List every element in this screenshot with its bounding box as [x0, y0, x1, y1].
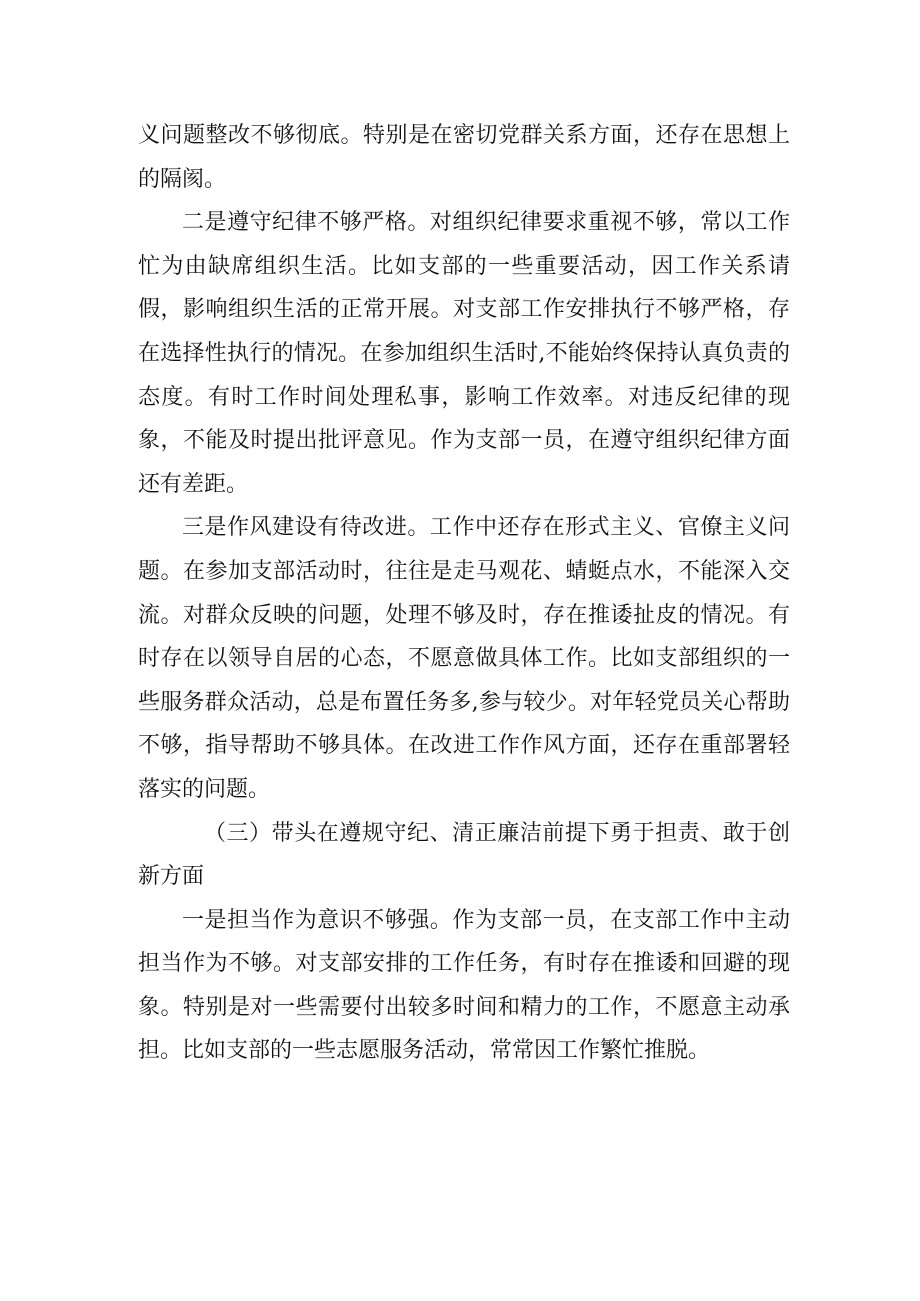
paragraph-discipline: 二是遵守纪律不够严格。对组织纪律要求重视不够，常以工作忙为由缺席组织生活。比如支部的一些重要活动，因工作关系请假，影响组织生活的正常开展。对支部工作安排执行不够严格，存在选择性执行的情况。在参加组织生活时,不能始终保持认真负责的态度。有时工作时间处理私事，影响工作效率。对违反纪律的现象，不能及时提出批评意见。作为支部一员，在遵守组织纪律方面还有差距。: [138, 210, 790, 497]
paragraph-responsibility: 一是担当作为意识不够强。作为支部一员，在支部工作中主动担当作为不够。对支部安排的工作任务，有时存在推诿和回避的现象。特别是对一些需要付出较多时间和精力的工作，不愿意主动承担。比如支部的一些志愿服务活动，常常因工作繁忙推脱。: [138, 907, 790, 1064]
paragraph-work-style: 三是作风建设有待改进。工作中还存在形式主义、官僚主义问题。在参加支部活动时，往往是走马观花、蜻蜓点水，不能深入交流。对群众反映的问题，处理不够及时，存在推诿扯皮的情况。有时存在以领导自居的心态，不愿意做具体工作。比如支部组织的一些服务群众活动，总是布置任务多,参与较少。对年轻党员关心帮助不够，指导帮助不够具体。在改进工作作风方面，还存在重部署轻落实的问题。: [138, 515, 790, 802]
paragraph-continuation: 义问题整改不够彻底。特别是在密切党群关系方面，还存在思想上的隔阂。: [138, 123, 790, 192]
document-body: [138, 114, 790, 1073]
section-heading: （三）带头在遵规守纪、清正廉洁前提下勇于担责、敢于创新方面: [138, 820, 790, 890]
